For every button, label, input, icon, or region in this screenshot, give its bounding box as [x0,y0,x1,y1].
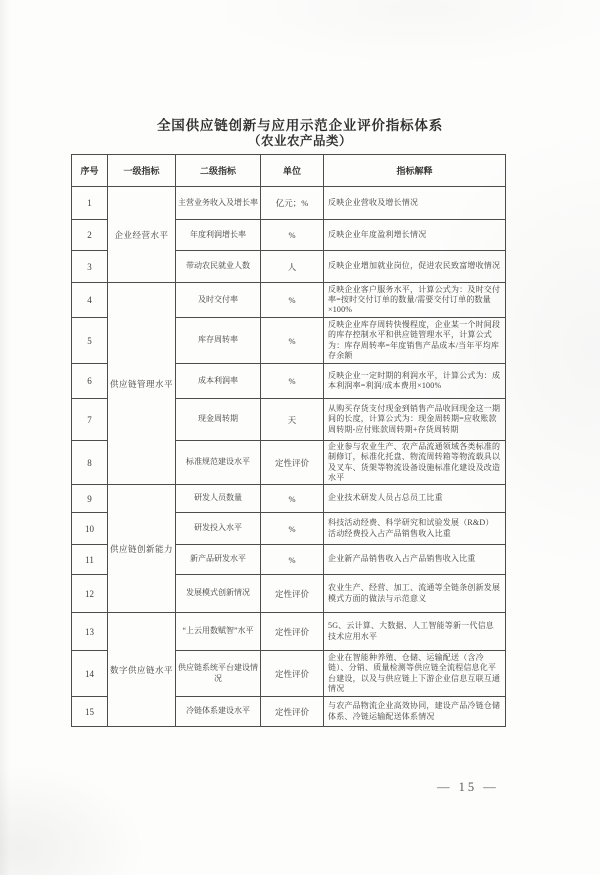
cell-unit: % [261,364,324,399]
cell-level1-indicator: 数字供应链水平 [108,613,176,727]
cell-serial-number: 1 [72,187,108,220]
cell-unit: 定性评价 [261,441,324,485]
cell-level1-indicator: 企业经营水平 [108,187,176,283]
cell-unit: 定性评价 [261,697,324,727]
cell-level2-indicator: 年度利润增长率 [176,220,261,251]
cell-serial-number: 2 [72,220,108,251]
header-serial-number: 序号 [72,155,108,187]
cell-unit: 亿元；% [261,187,324,220]
cell-explanation: 与农产品物流企业高效协同，建设产品冷链仓储体系、冷链运输配送体系情况 [324,697,506,727]
cell-level2-indicator: 发展模式创新情况 [176,575,261,613]
cell-serial-number: 15 [72,697,108,727]
cell-explanation: 企业在智能种养殖、仓储、运输配送（含冷链）、分销、质量检测等供应链全流程信息化平台建设，以及与供应链上下游企业信息互联互通情况 [324,651,506,697]
cell-level2-indicator: 新产品研发水平 [176,545,261,575]
cell-unit: % [261,545,324,575]
cell-unit: 天 [261,399,324,441]
cell-explanation: 从购买存货支付现金到销售产品收回现金这一期间的长度，计算公式为：现金周转期=应收账款周转期-应付账款周转期+存货周转期 [324,399,506,441]
table-row [72,613,506,651]
cell-explanation: 企业技术研发人员占总员工比重 [324,485,506,513]
cell-explanation: 农业生产、经营、加工、流通等全链条创新发展模式方面的做法与示范意义 [324,575,506,613]
cell-unit: % [261,318,324,364]
header-level1-indicator: 一级指标 [108,155,176,187]
cell-explanation: 反映企业增加就业岗位，促进农民致富增收情况 [324,251,506,283]
cell-serial-number: 14 [72,651,108,697]
cell-unit: 定性评价 [261,613,324,651]
cell-unit: % [261,485,324,513]
cell-serial-number: 10 [72,513,108,545]
cell-serial-number: 12 [72,575,108,613]
cell-explanation: 企业新产品销售收入占产品销售收入比重 [324,545,506,575]
cell-unit: % [261,513,324,545]
cell-level1-indicator: 供应链创新能力 [108,485,176,613]
page-subtitle: （农业农产品类） [247,134,352,148]
cell-unit: 人 [261,251,324,283]
cell-unit: 定性评价 [261,575,324,613]
cell-explanation: 科技活动经费、科学研究和试验发展（R&D）活动经费投入占产品销售收入比重 [324,513,506,545]
page-title: 全国供应链创新与应用示范企业评价指标体系 [157,118,443,133]
cell-explanation: 5G、云计算、大数据、人工智能等新一代信息技术应用水平 [324,613,506,651]
header-unit: 单位 [261,155,324,187]
cell-level2-indicator: 库存周转率 [176,318,261,364]
cell-level2-indicator: “上云用数赋智”水平 [176,613,261,651]
cell-serial-number: 8 [72,441,108,485]
table-row [72,283,506,318]
cell-level2-indicator: 成本利润率 [176,364,261,399]
cell-level2-indicator: 标准规范建设水平 [176,441,261,485]
cell-level2-indicator: 供应链系统平台建设情况 [176,651,261,697]
cell-serial-number: 9 [72,485,108,513]
cell-level1-indicator: 供应链管理水平 [108,283,176,485]
cell-serial-number: 4 [72,283,108,318]
indicator-table [71,154,506,727]
cell-level2-indicator: 冷链体系建设水平 [176,697,261,727]
cell-level2-indicator: 及时交付率 [176,283,261,318]
header-level2-indicator: 二级指标 [176,155,261,187]
cell-level2-indicator: 现金周转期 [176,399,261,441]
cell-unit: % [261,220,324,251]
cell-serial-number: 3 [72,251,108,283]
cell-serial-number: 6 [72,364,108,399]
cell-level2-indicator: 主营业务收入及增长率 [176,187,261,220]
cell-serial-number: 13 [72,613,108,651]
document-title-block [0,118,600,148]
cell-level2-indicator: 研发投入水平 [176,513,261,545]
cell-unit: 定性评价 [261,651,324,697]
cell-level2-indicator: 带动农民就业人数 [176,251,261,283]
cell-explanation: 反映企业一定时期的利润水平，计算公式为：成本利润率=利润/成本费用×100% [324,364,506,399]
cell-unit: % [261,283,324,318]
cell-explanation: 反映企业库存周转快慢程度，企业某一个时间段的库存控制水平和供应链管理水平，计算公式为：库存周转率=年度销售产品成本/当年平均库存余额 [324,318,506,364]
table-row [72,485,506,513]
cell-level2-indicator: 研发人员数量 [176,485,261,513]
cell-serial-number: 7 [72,399,108,441]
page-number: — 15 — [437,780,499,794]
cell-explanation: 反映企业客户服务水平，计算公式为：及时交付率=按时交付订单的数量/需要交付订单的数量×100% [324,283,506,318]
cell-serial-number: 11 [72,545,108,575]
cell-explanation: 反映企业营收及增长情况 [324,187,506,220]
cell-serial-number: 5 [72,318,108,364]
cell-explanation: 企业参与农业生产、农产品流通领域各类标准的制修订，标准化托盘、物流周转箱等物流载具以及叉车、货架等物流设备设施标准化建设及改造水平 [324,441,506,485]
table-row [72,187,506,220]
table-header-row [72,155,506,187]
cell-explanation: 反映企业年度盈利增长情况 [324,220,506,251]
header-explanation: 指标解释 [324,155,506,187]
